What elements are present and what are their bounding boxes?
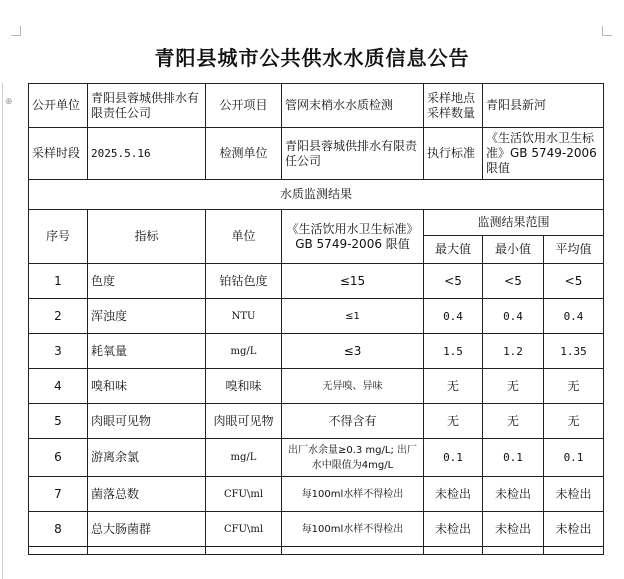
row-seq: 6 <box>29 439 88 477</box>
row-avg: 未检出 <box>544 477 604 512</box>
row-avg: 0.1 <box>544 439 604 477</box>
row-max: <5 <box>424 264 483 299</box>
row-indicator: 游离余氯 <box>88 439 206 477</box>
row-avg: 1.35 <box>544 334 604 369</box>
publish-unit-label: 公开单位 <box>29 84 88 128</box>
row-indicator: 嗅和味 <box>88 369 206 404</box>
row-max: 0.4 <box>424 299 483 334</box>
table-row <box>29 334 604 369</box>
row-max: 无 <box>424 404 483 439</box>
section-title: 水质监测结果 <box>29 180 604 210</box>
row-seq: 4 <box>29 369 88 404</box>
row-unit: 肉眼可见物 <box>206 404 282 439</box>
row-indicator: 浑浊度 <box>88 299 206 334</box>
standard-value: 《生活饮用水卫生标准》GB 5749-2006 限值 <box>483 128 604 180</box>
table-row <box>29 369 604 404</box>
row-limit: ≤15 <box>282 264 424 299</box>
row-seq: 5 <box>29 404 88 439</box>
header-avg: 平均值 <box>544 236 604 264</box>
header-max: 最大值 <box>424 236 483 264</box>
test-unit-value: 青阳县蓉城供排水有限责任公司 <box>282 128 424 180</box>
row-avg: 0.4 <box>544 299 604 334</box>
margin-corner-mark-left <box>11 26 21 36</box>
row-seq: 7 <box>29 477 88 512</box>
row-max: 1.5 <box>424 334 483 369</box>
header-row-1 <box>29 210 604 236</box>
info-row-sampling <box>29 128 604 180</box>
header-range: 监测结果范围 <box>424 210 604 236</box>
table-row <box>29 264 604 299</box>
row-min: 未检出 <box>483 512 544 547</box>
row-max: 未检出 <box>424 512 483 547</box>
sampling-time-label: 采样时段 <box>29 128 88 180</box>
table-row <box>29 299 604 334</box>
row-avg: 未检出 <box>544 512 604 547</box>
section-title-row <box>29 180 604 210</box>
row-indicator: 耗氧量 <box>88 334 206 369</box>
header-seq: 序号 <box>29 210 88 264</box>
row-limit: 出厂水余量≥0.3 mg/L; 出厂水中限值为4mg/L <box>282 439 424 477</box>
sampling-time-value: 2025.5.16 <box>88 128 206 180</box>
table-row-partial <box>29 547 604 555</box>
table-row <box>29 512 604 547</box>
header-limit: 《生活饮用水卫生标准》GB 5749-2006 限值 <box>282 210 424 264</box>
row-unit: mg/L <box>206 334 282 369</box>
row-indicator: 菌落总数 <box>88 477 206 512</box>
publish-item-label: 公开项目 <box>206 84 282 128</box>
row-unit: CFU\ml <box>206 512 282 547</box>
row-avg: <5 <box>544 264 604 299</box>
water-quality-table <box>28 83 604 555</box>
table-row <box>29 439 604 477</box>
row-limit: ≤1 <box>282 299 424 334</box>
sampling-site-value: 青阳县新河 <box>483 84 604 128</box>
row-limit: 无异嗅、异味 <box>282 369 424 404</box>
row-max: 未检出 <box>424 477 483 512</box>
row-limit: 每100ml水样不得检出 <box>282 512 424 547</box>
row-min: 0.4 <box>483 299 544 334</box>
row-min: 无 <box>483 369 544 404</box>
row-min: 无 <box>483 404 544 439</box>
row-min: 未检出 <box>483 477 544 512</box>
row-seq: 8 <box>29 512 88 547</box>
sampling-site-label: 采样地点采样数量 <box>424 84 483 128</box>
row-seq: 2 <box>29 299 88 334</box>
page-title: 青阳县城市公共供水水质信息公告 <box>154 46 470 70</box>
row-unit: 铂钴色度 <box>206 264 282 299</box>
row-limit: ≤3 <box>282 334 424 369</box>
table-row <box>29 404 604 439</box>
row-unit: mg/L <box>206 439 282 477</box>
row-seq: 1 <box>29 264 88 299</box>
row-limit: 每100ml水样不得检出 <box>282 477 424 512</box>
row-unit: NTU <box>206 299 282 334</box>
row-indicator: 色度 <box>88 264 206 299</box>
row-unit: CFU\ml <box>206 477 282 512</box>
publish-item-value: 管网末梢水水质检测 <box>282 84 424 128</box>
row-min: 1.2 <box>483 334 544 369</box>
row-limit: 不得含有 <box>282 404 424 439</box>
row-max: 0.1 <box>424 439 483 477</box>
row-avg: 无 <box>544 369 604 404</box>
publish-unit-value: 青阳县蓉城供排水有限责任公司 <box>88 84 206 128</box>
info-row-publish <box>29 84 604 128</box>
row-max: 无 <box>424 369 483 404</box>
row-unit: 嗅和味 <box>206 369 282 404</box>
header-unit: 单位 <box>206 210 282 264</box>
standard-label: 执行标准 <box>424 128 483 180</box>
row-min: 0.1 <box>483 439 544 477</box>
header-indicator: 指标 <box>88 210 206 264</box>
row-seq: 3 <box>29 334 88 369</box>
row-avg: 无 <box>544 404 604 439</box>
page-left-edge <box>2 83 3 579</box>
header-min: 最小值 <box>483 236 544 264</box>
table-move-handle-icon[interactable]: ⊕ <box>5 97 13 107</box>
table-row <box>29 477 604 512</box>
row-indicator: 总大肠菌群 <box>88 512 206 547</box>
row-indicator: 肉眼可见物 <box>88 404 206 439</box>
row-min: <5 <box>483 264 544 299</box>
margin-corner-mark-right <box>602 26 612 36</box>
test-unit-label: 检测单位 <box>206 128 282 180</box>
